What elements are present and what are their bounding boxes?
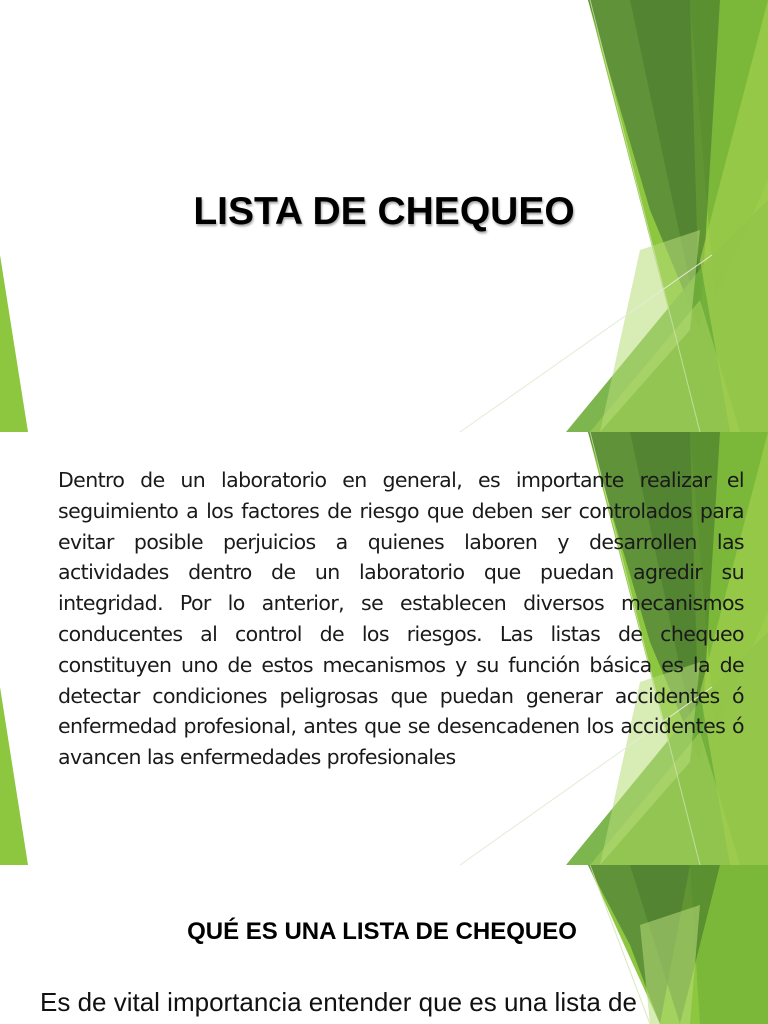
slide-title-page (0, 0, 768, 432)
slide-definition (0, 865, 768, 1024)
slide-intro-text (0, 432, 768, 865)
slide-title: LISTA DE CHEQUEO (193, 190, 575, 233)
definition-paragraph: Es de vital importancia entender que es una lista de (40, 987, 637, 1017)
section-heading: QUÉ ES UNA LISTA DE CHEQUEO (187, 918, 577, 945)
intro-paragraph: Dentro de un laboratorio en general, es importante realizar el seguimiento a los factores de riesgo que deben ser controlados para evitar posible perjuicios a quienes laboren y desarrollen las actividades dentro de un laboratorio que puedan agredir su integridad. Por lo anterior, se establecen diversos mecanismos conducentes al control de los riesgos. Las listas de chequeo constituyen uno de estos mecanismos y su función básica es la de detectar condiciones peligrosas que puedan generar accidentes ó enfermedad profesional, antes que se desencadenen los accidentes ó avancen las enfermedades profesionales (58, 468, 744, 770)
